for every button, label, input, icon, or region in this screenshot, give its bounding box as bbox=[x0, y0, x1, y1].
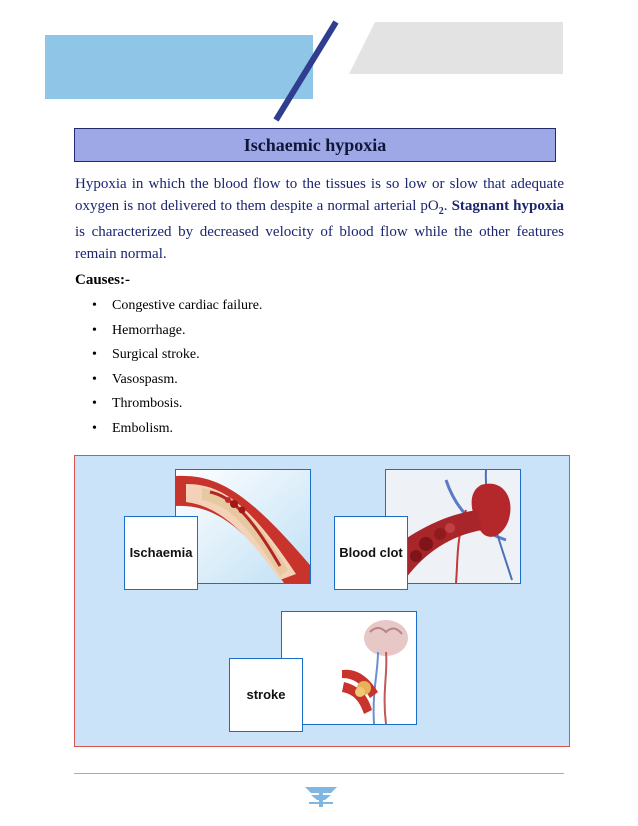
blood-clot-label: Blood clot bbox=[334, 516, 408, 590]
para-bold-term: Stagnant hypoxia bbox=[451, 197, 565, 214]
emblem-icon bbox=[301, 783, 341, 809]
list-item-text: Thrombosis. bbox=[112, 396, 183, 411]
list-item-text: Embolism. bbox=[112, 420, 174, 436]
list-item-text: Vasospasm. bbox=[112, 371, 178, 387]
para-subscript: 2 bbox=[438, 205, 444, 217]
list-item bbox=[92, 392, 262, 417]
bullet-mark: • bbox=[92, 420, 97, 436]
bullet-mark: • bbox=[92, 396, 97, 411]
list-item bbox=[92, 343, 262, 368]
header-slash-divider bbox=[268, 20, 348, 122]
para-text-1: Hypoxia in which the blood flow to the tissues is so low or slow that adequate oxygen is not delivered to them despite a normal arterial pO bbox=[75, 176, 564, 214]
list-item bbox=[92, 368, 262, 393]
section-title: Ischaemic hypoxia bbox=[74, 128, 556, 162]
bullet-mark: • bbox=[92, 347, 97, 362]
list-item bbox=[92, 319, 262, 344]
ischaemia-label: Ischaemia bbox=[124, 516, 198, 590]
header-gray-band bbox=[349, 22, 563, 74]
list-item-text: Hemorrhage. bbox=[112, 322, 186, 338]
causes-heading: Causes:- bbox=[75, 272, 130, 288]
para-text-3: is characterized by decreased velocity of blood flow while the other features remain normal. bbox=[75, 224, 564, 262]
bullet-mark: • bbox=[92, 322, 97, 338]
list-item-text: Congestive cardiac failure. bbox=[112, 298, 263, 313]
stroke-label: stroke bbox=[229, 658, 303, 732]
list-item bbox=[92, 294, 262, 319]
bullet-mark: • bbox=[92, 298, 97, 313]
footer-divider bbox=[74, 773, 564, 774]
para-text-2: . bbox=[443, 197, 452, 214]
list-item bbox=[92, 417, 262, 442]
list-item-text: Surgical stroke. bbox=[112, 347, 200, 362]
bullet-mark: • bbox=[92, 371, 97, 387]
intro-paragraph bbox=[75, 174, 564, 265]
causes-list bbox=[92, 294, 262, 441]
